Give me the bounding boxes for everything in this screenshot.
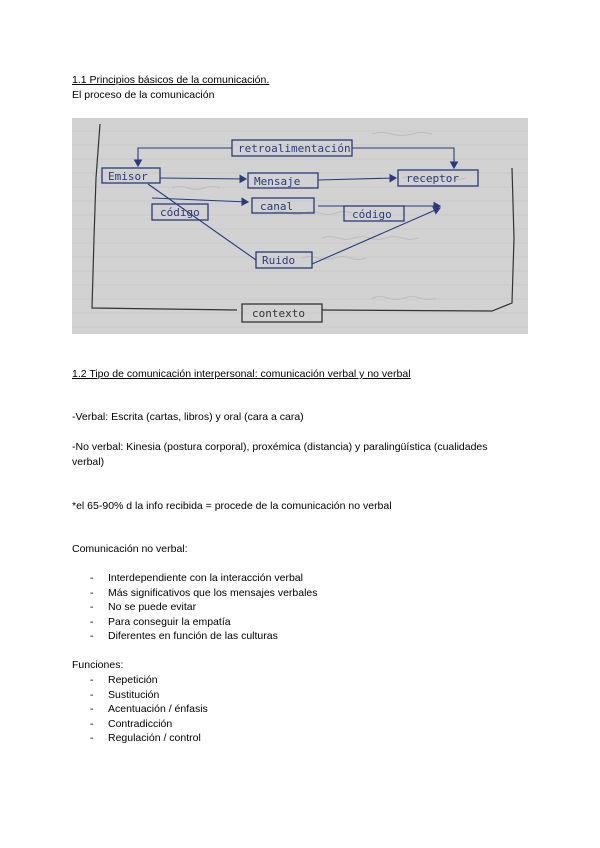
communication-diagram-photo xyxy=(72,118,528,334)
diagram-label-canal: canal xyxy=(260,200,294,213)
cnv-heading: Comunicación no verbal: xyxy=(72,543,188,555)
diagram-label-codigo-1: código xyxy=(160,206,200,219)
funciones-heading: Funciones: xyxy=(72,659,124,671)
diagram-label-receptor: receptor xyxy=(406,172,459,185)
diagram-label-contexto: contexto xyxy=(252,307,305,320)
section2-title: 1.2 Tipo de comunicación interpersonal: comunicación verbal y no verbal xyxy=(72,368,411,380)
section1-title: 1.1 Principios básicos de la comunicación. xyxy=(72,74,270,86)
diagram-label-emisor: Emisor xyxy=(108,170,148,183)
diagram-sketch xyxy=(72,118,528,334)
diagram-label-mensaje: Mensaje xyxy=(254,175,301,188)
note-line: *el 65-90% d la info recibida = procede de la comunicación no verbal xyxy=(72,500,392,512)
section1-subtitle: El proceso de la comunicación xyxy=(72,89,215,101)
diagram-label-ruido: Ruido xyxy=(262,254,296,267)
noverbal-line-1: -No verbal: Kinesia (postura corporal), proxémica (distancia) y paralingüística (cualidades xyxy=(72,441,488,453)
diagram-label-retro: retroalimentación xyxy=(238,142,351,155)
noverbal-line-2: verbal) xyxy=(72,456,105,468)
verbal-line: -Verbal: Escrita (cartas, libros) y oral (cara a cara) xyxy=(72,411,304,423)
diagram-label-codigo-2: código xyxy=(352,208,392,221)
